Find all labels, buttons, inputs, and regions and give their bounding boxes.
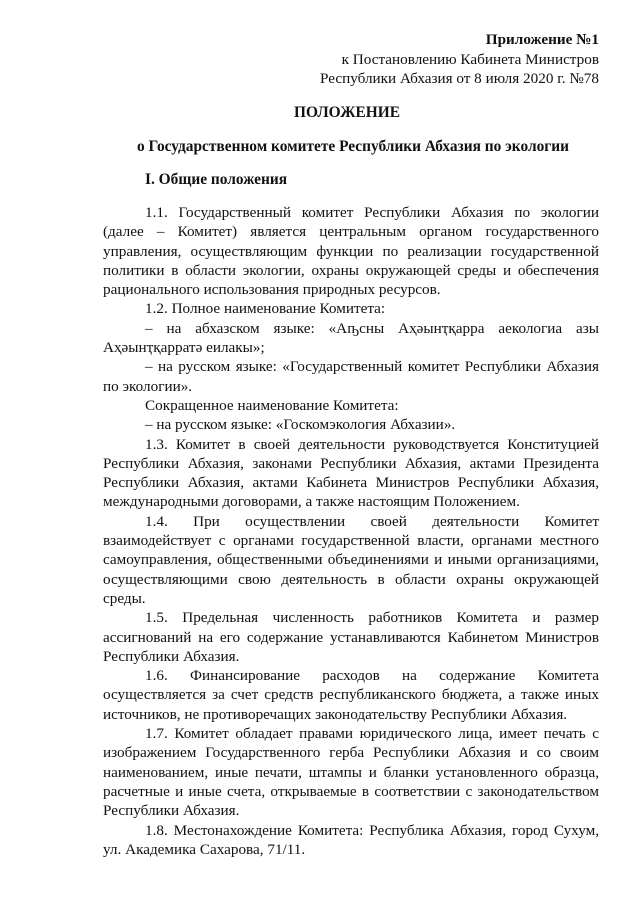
paragraph-short-name-heading: Сокращенное наименование Комитета: [145, 396, 399, 414]
paragraph-russian-name: – на русском языке: «Государственный комитет Республики Абхазия по экологии». [103, 358, 599, 395]
appendix-title: Приложение №1 [485, 31, 599, 48]
paragraph-1-4: 1.4. При осуществлении своей деятельности Комитет взаимодействует с органами государственной власти, органами местного самоуправления, общественными объединениями и иными организациями, осуществляющими свою деятельность в области охраны окружающей среды. [103, 512, 599, 607]
appendix-header [320, 30, 599, 89]
paragraph-1-6: 1.6. Финансирование расходов на содержание Комитета осуществляется за счет средств республиканского бюджета, а также иных источников, не противоречащих законодательству Республики Абхазия. [103, 667, 599, 723]
document-title: ПОЛОЖЕНИЕ [294, 104, 400, 121]
document-subtitle: о Государственном комитете Республики Абхазия по экологии [136, 138, 570, 155]
paragraph-1-5: 1.5. Предельная численность работников Комитета и размер ассигнований на его содержание устанавливаются Кабинетом Министров Республики Абхазия. [103, 609, 599, 665]
appendix-line-2: Республики Абхазия от 8 июля 2020 г. №78 [319, 70, 599, 87]
appendix-line-1: к Постановлению Кабинета Министров [341, 50, 599, 68]
section-title: I. Общие положения [145, 171, 288, 188]
paragraph-short-name: – на русском языке: «Госкомэкология Абхазии». [145, 416, 456, 434]
paragraph-1-8: 1.8. Местонахождение Комитета: Республика Абхазия, город Сухум, ул. Академика Сахарова, 71/11. [103, 821, 599, 858]
paragraph-1-7: 1.7. Комитет обладает правами юридического лица, имеет печать с изображением Государственного герба Республики Абхазия и со своим наименованием, иные печати, штампы и бланки установленного образца, расчетные и иные счета, открываемые в соответствии с законодательством Республики Абхазия. [103, 725, 599, 820]
paragraph-abkhaz-name: – на абхазском языке: «Аҧсны Аҳәынҭқарра аекологиа азы Аҳәынҭқарратә еилакы»; [103, 319, 599, 357]
paragraph-1-3: 1.3. Комитет в своей деятельности руководствуется Конституцией Республики Абхазия, законами Республики Абхазия, актами Президента Республики Абхазия, актами Кабинета Министров Республики Абхазия, международными договорами, а также настоящим Положением. [103, 435, 599, 511]
paragraph-1-1: 1.1. Государственный комитет Республики Абхазия по экологии (далее – Комитет) является центральным органом государственного управления, осуществляющим функции по реализации государственной политики в области экологии, охраны окружающей среды и обеспечения рационального использования природных ресурсов. [103, 204, 599, 299]
paragraph-1-2: 1.2. Полное наименование Комитета: [145, 300, 386, 318]
document-body [103, 203, 599, 859]
